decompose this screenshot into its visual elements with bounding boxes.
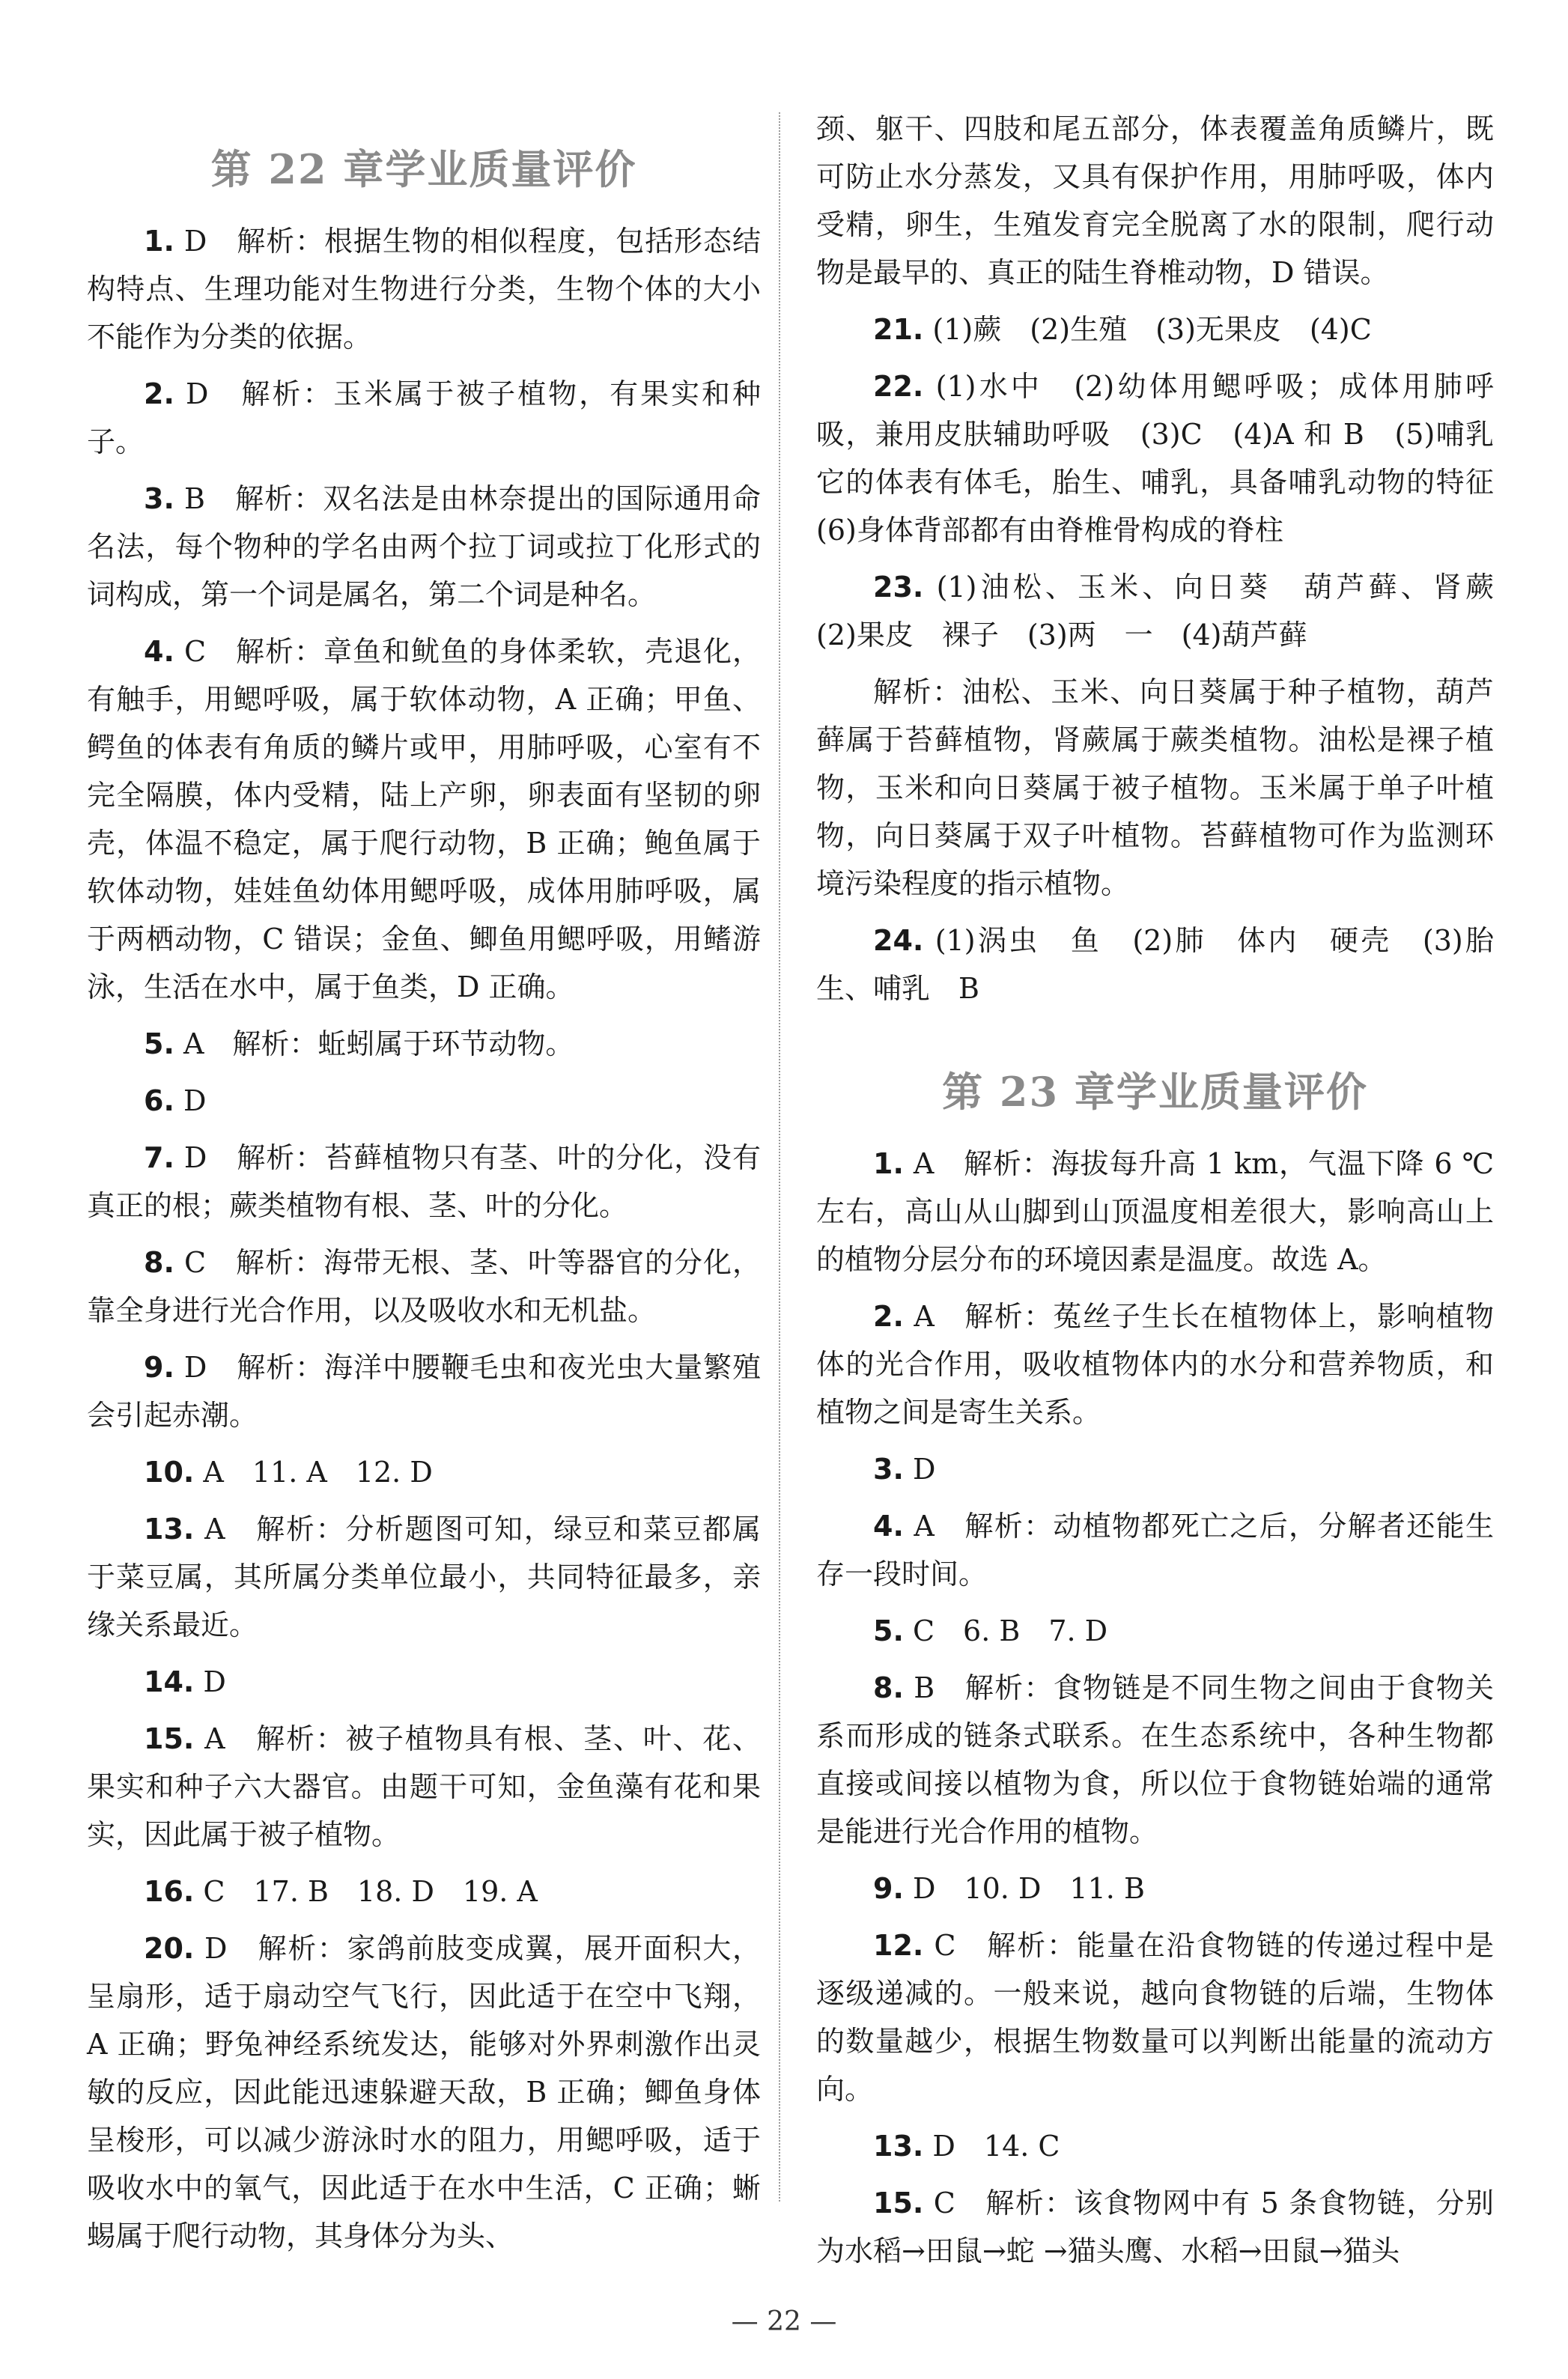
- answer-item: [87, 1077, 761, 1125]
- answer-item: [816, 2179, 1494, 2275]
- answer-item: [816, 306, 1494, 353]
- item-number: 1.: [144, 225, 174, 258]
- item-number: 15.: [873, 2187, 924, 2220]
- item-number: 23.: [873, 571, 924, 604]
- answer-item: [87, 1924, 761, 2260]
- answer-item: [816, 2122, 1494, 2170]
- item-number: 1.: [873, 1147, 904, 1180]
- item-text: A 11. A 12. D: [203, 1456, 433, 1489]
- item-number: 15.: [144, 1722, 195, 1755]
- continuation-text: 颈、躯干、四肢和尾五部分，体表覆盖角质鳞片，既可防止水分蒸发，又具有保护作用，用肺呼吸，体内受精，卵生，生殖发育完全脱离了水的限制，爬行动物是最早的、真正的陆生脊椎动物，D 错误。: [816, 112, 1494, 289]
- answer-item: [816, 1445, 1494, 1493]
- answer-item: [87, 1505, 761, 1649]
- item-text: A 解析：海拔每升高 1 km，气温下降 6 ℃左右，高山从山脚到山顶温度相差很大，影响高山上的植物分层分布的环境因素是温度。故选 A。: [816, 1147, 1494, 1276]
- page-number: — 22 —: [731, 2306, 837, 2337]
- item-text: B 解析：双名法是由林奈提出的国际通用命名法，每个物种的学名由两个拉丁词或拉丁化形式的词构成，第一个词是属名，第二个词是种名。: [87, 482, 761, 611]
- column-divider: [779, 112, 780, 2202]
- item-number: 2.: [873, 1300, 904, 1333]
- item-text: D 解析：苔藓植物只有茎、叶的分化，没有真正的根；蕨类植物有根、茎、叶的分化。: [87, 1141, 761, 1222]
- item-text: C 解析：能量在沿食物链的传递过程中是逐级递减的。一般来说，越向食物链的后端，生物体的数量越少，根据生物数量可以判断出能量的流动方向。: [816, 1929, 1494, 2106]
- answer-item: [87, 217, 761, 361]
- item-number: 9.: [873, 1872, 904, 1905]
- item-number: 5.: [144, 1027, 174, 1060]
- item-number: 5.: [873, 1614, 904, 1647]
- item-text: (1)油松、玉米、向日葵 葫芦藓、肾蕨 (2)果皮 裸子 (3)两 一 (4)葫芦藓: [816, 571, 1522, 651]
- item-number: 2.: [144, 377, 174, 410]
- right-answer-list-a: [816, 306, 1523, 659]
- item-text: D 解析：玉米属于被子植物，有果实和种子。: [87, 377, 761, 458]
- item-text: (1)蕨 (2)生殖 (3)无果皮 (4)C: [932, 313, 1372, 346]
- item-number: 8.: [873, 1671, 904, 1704]
- answer-item: [816, 1664, 1494, 1856]
- item-text: D: [203, 1665, 226, 1698]
- item-text: D 解析：根据生物的相似程度，包括形态结构特点、生理功能对生物进行分类，生物个体的大小不能作为分类的依据。: [87, 225, 761, 353]
- item-text: A 解析：被子植物具有根、茎、叶、花、果实和种子六大器官。由题干可知，金鱼藻有花和果实，因此属于被子植物。: [87, 1722, 761, 1851]
- answer-item: [816, 1140, 1494, 1283]
- item-text: C 6. B 7. D: [912, 1614, 1108, 1647]
- item-text: (1)水中 (2)幼体用鳃呼吸；成体用肺呼吸，兼用皮肤辅助呼吸 (3)C (4)A 和 B (5)哺乳 它的体表有体毛，胎生、哺乳，具备哺乳动物的特征 (6)身体背部都有由脊椎骨构成的脊柱: [816, 370, 1523, 547]
- analysis-23: 解析：油松、玉米、向日葵属于种子植物，葫芦藓属于苔藓植物，肾蕨属于蕨类植物。油松是裸子植物，玉米和向日葵属于被子植物。玉米属于单子叶植物，向日葵属于双子叶植物。苔藓植物可作为监测环境污染程度的指示植物。: [816, 675, 1494, 900]
- answer-item: [87, 370, 761, 466]
- item-number: 20.: [144, 1932, 195, 1965]
- answer-item: [87, 1658, 761, 1706]
- answer-item: [87, 1343, 761, 1439]
- item-number: 13.: [873, 2130, 924, 2163]
- answer-item: [87, 1715, 761, 1859]
- right-answer-list-b: [816, 1140, 1494, 2275]
- item-number: 21.: [873, 313, 924, 346]
- item-number: 4.: [873, 1510, 904, 1543]
- item-number: 13.: [144, 1513, 195, 1546]
- item-text: D 解析：家鸽前肢变成翼，展开面积大，呈扇形，适于扇动空气飞行，因此适于在空中飞翔，A 正确；野兔神经系统发达，能够对外界刺激作出灵敏的反应，因此能迅速躲避天敌，B 正确；鲫鱼身体呈梭形，可以减少游泳时水的阻力，用鳃呼吸，适于吸收水中的氧气，因此适于在水中生活，C 正确；蜥蜴属于爬行动物，其身体分为头、: [87, 1932, 761, 2252]
- item-number: 24.: [873, 924, 924, 957]
- item-text: C 解析：该食物网中有 5 条食物链，分别为水稻→田鼠→蛇 →猫头鹰、水稻→田鼠→猫头: [816, 2187, 1494, 2267]
- item-number: 14.: [144, 1665, 195, 1698]
- answer-item: [816, 1502, 1494, 1598]
- answer-item: [87, 475, 761, 619]
- section-title-ch23: 第 23 章学业质量评价: [942, 1068, 1368, 1116]
- answer-item: [87, 628, 761, 1011]
- item-text: A 解析：菟丝子生长在植物体上，影响植物体的光合作用，吸收植物体内的水分和营养物质，和植物之间是寄生关系。: [816, 1300, 1494, 1429]
- item-number: 7.: [144, 1141, 174, 1174]
- item-text: C 解析：海带无根、茎、叶等器官的分化，靠全身进行光合作用，以及吸收水和无机盐。: [87, 1246, 761, 1327]
- item-text: A 解析：动植物都死亡之后，分解者还能生存一段时间。: [816, 1510, 1494, 1590]
- answer-item: [87, 1020, 761, 1068]
- item-number: 10.: [144, 1456, 195, 1489]
- answer-item: [816, 1292, 1494, 1436]
- answer-item: [87, 1239, 761, 1334]
- item-number: 9.: [144, 1351, 174, 1384]
- item-number: 8.: [144, 1246, 174, 1279]
- left-answer-list: [87, 217, 761, 2260]
- item-text: D: [912, 1453, 936, 1486]
- answer-item: [87, 1134, 761, 1230]
- item-text: D 10. D 11. B: [912, 1872, 1145, 1905]
- item-number: 22.: [873, 370, 924, 403]
- answer-item-24: [816, 917, 1494, 1012]
- item-text: D 14. C: [932, 2130, 1060, 2163]
- answer-item: [816, 1865, 1494, 1912]
- answer-item: [87, 1448, 761, 1496]
- item-number: 6.: [144, 1084, 174, 1117]
- section-title-ch22: 第 22 章学业质量评价: [210, 145, 637, 193]
- item-text: C 17. B 18. D 19. A: [203, 1875, 538, 1908]
- item-text: A 解析：分析题图可知，绿豆和菜豆都属于菜豆属，其所属分类单位最小，共同特征最多，亲缘关系最近。: [87, 1513, 761, 1641]
- answer-item: [87, 1868, 761, 1915]
- answer-item: [816, 563, 1522, 659]
- item-text: A 解析：蚯蚓属于环节动物。: [183, 1027, 574, 1060]
- left-column: [87, 112, 761, 2269]
- item-text: (1)涡虫 鱼 (2)肺 体内 硬壳 (3)胎生、哺乳 B: [816, 924, 1494, 1005]
- item-number: 3.: [873, 1453, 904, 1486]
- item-number: 4.: [144, 635, 174, 668]
- item-text: D 解析：海洋中腰鞭毛虫和夜光虫大量繁殖会引起赤潮。: [87, 1351, 761, 1432]
- answer-item: [816, 362, 1523, 554]
- item-text: D: [183, 1084, 207, 1117]
- answer-item: [816, 1607, 1494, 1655]
- item-text: C 解析：章鱼和鱿鱼的身体柔软，壳退化，有触手，用鳃呼吸，属于软体动物，A 正确；甲鱼、鳄鱼的体表有角质的鳞片或甲，用肺呼吸，心室有不完全隔膜，体内受精，陆上产卵，卵表面有坚韧的卵壳，体温不稳定，属于爬行动物，B 正确；鲍鱼属于软体动物，娃娃鱼幼体用鳃呼吸，成体用肺呼吸，属于两栖动物，C 错误；金鱼、鲫鱼用鳃呼吸，用鳍游泳，生活在水中，属于鱼类，D 正确。: [87, 635, 761, 1003]
- item-number: 3.: [144, 482, 174, 515]
- answer-item: [816, 1921, 1494, 2113]
- item-number: 12.: [873, 1929, 924, 1962]
- item-number: 16.: [144, 1875, 195, 1908]
- item-text: B 解析：食物链是不同生物之间由于食物关系而形成的链条式联系。在生态系统中，各种生物都直接或间接以植物为食，所以位于食物链始端的通常是能进行光合作用的植物。: [816, 1671, 1494, 1848]
- right-column: [816, 105, 1523, 2284]
